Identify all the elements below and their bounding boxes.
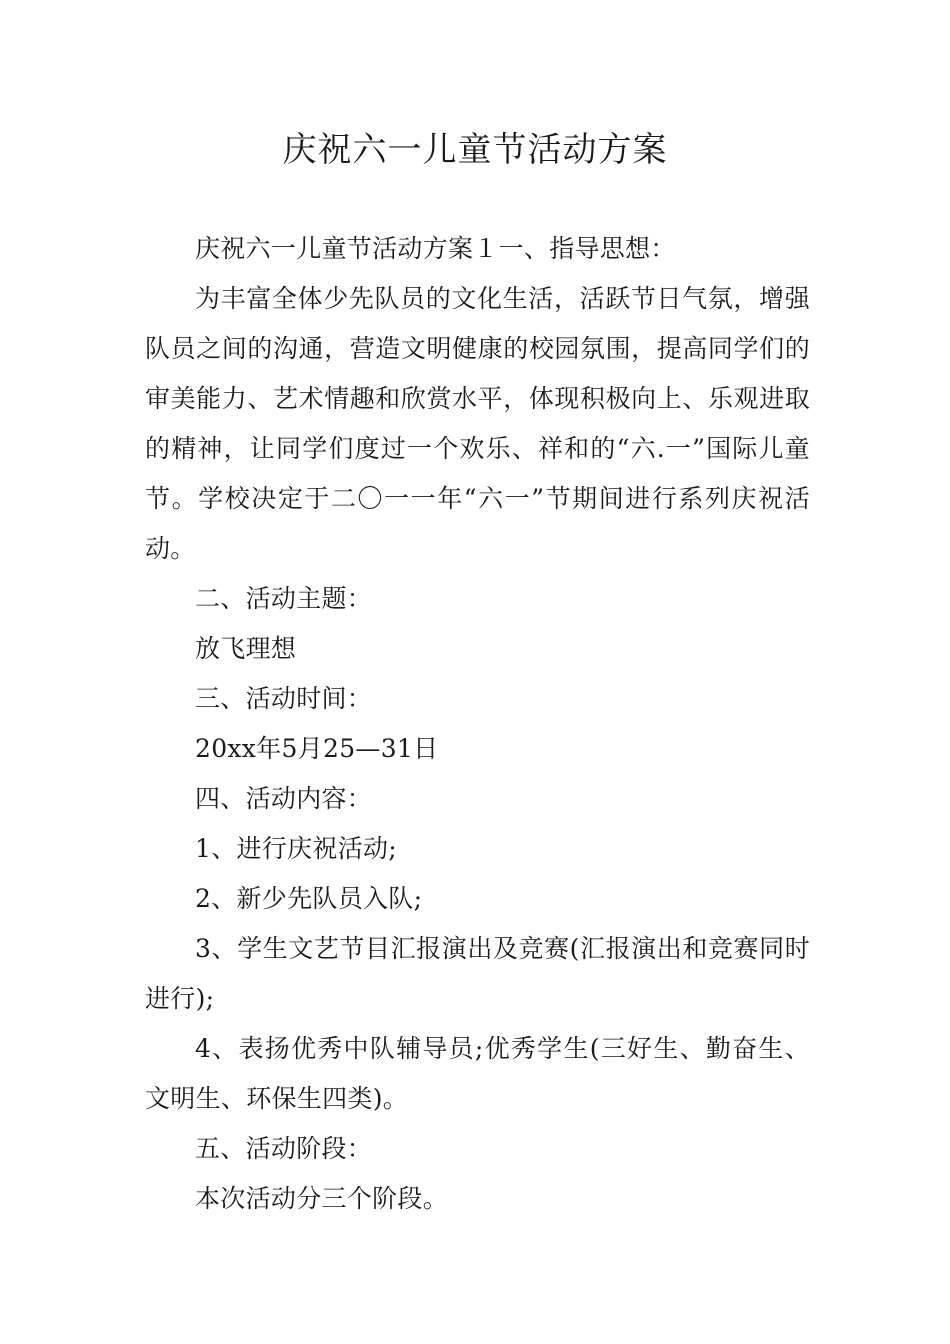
content-item-4: 4、表扬优秀中队辅导员;优秀学生(三好生、勤奋生、文明生、环保生四类)。	[145, 1034, 810, 1113]
heading-theme: 二、活动主题：	[195, 584, 373, 613]
paragraph-intro: 庆祝六一儿童节活动方案１一、指导思想：	[195, 234, 676, 263]
paragraph-stages: 本次活动分三个阶段。	[195, 1184, 449, 1213]
paragraph-theme: 放飞理想	[195, 634, 297, 663]
heading-content: 四、活动内容：	[195, 784, 373, 813]
content-item-2: 2、新少先队员入队;	[195, 884, 423, 913]
content-item-1: 1、进行庆祝活动;	[195, 834, 398, 863]
content-item-3: 3、学生文艺节目汇报演出及竞赛(汇报演出和竞赛同时进行);	[145, 934, 810, 1013]
document-title: 庆祝六一儿童节活动方案	[282, 130, 668, 170]
document-body	[145, 224, 810, 1224]
heading-stages: 五、活动阶段：	[195, 1134, 373, 1163]
paragraph-guiding-idea: 为丰富全体少先队员的文化生活，活跃节日气氛，增强队员之间的沟通，营造文明健康的校园氛围，提高同学们的审美能力、艺术情趣和欣赏水平，体现积极向上、乐观进取的精神，让同学们度过一个欢乐、祥和的“六.一”国际儿童节。学校决定于二〇一一年“六一”节期间进行系列庆祝活动。	[145, 284, 810, 563]
paragraph-time: 20xx年5月25—31日	[195, 734, 439, 763]
heading-time: 三、活动时间：	[195, 684, 373, 713]
